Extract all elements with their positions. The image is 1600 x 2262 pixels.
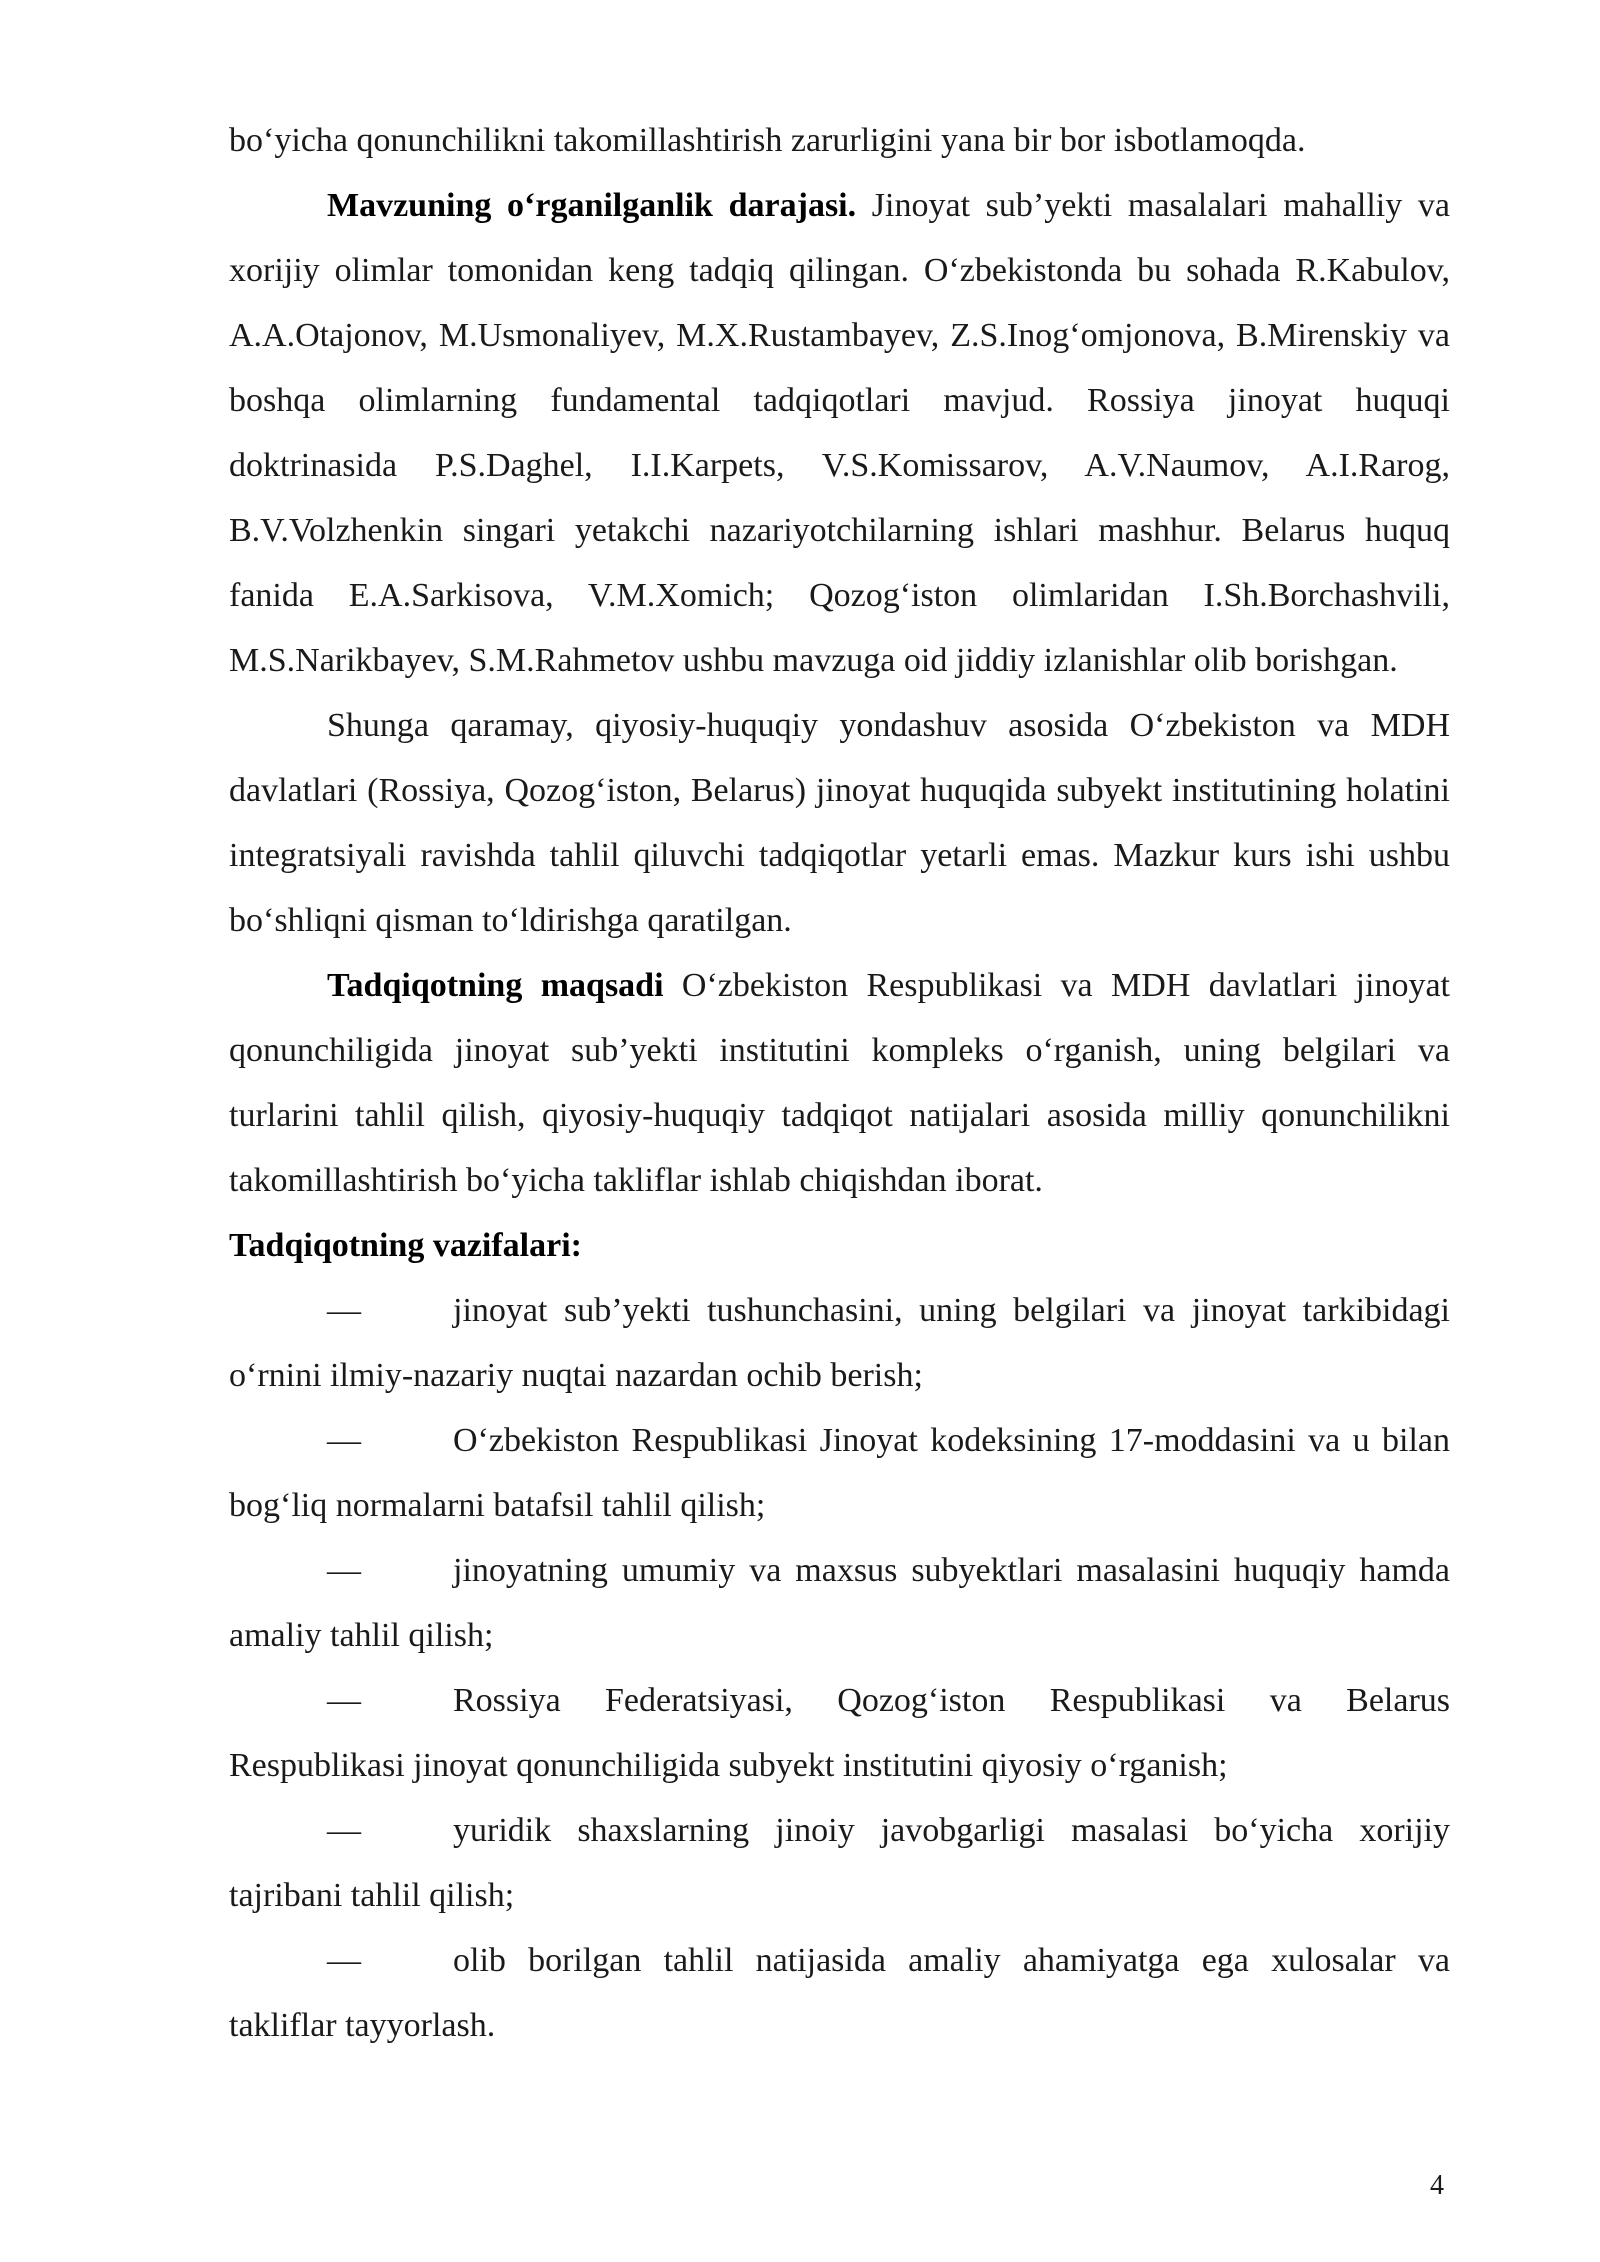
dash-bullet: — (327, 1682, 361, 1719)
page-number: 4 (1430, 2170, 1444, 2201)
study-degree-heading: Mavzuning o‘rganilganlik darajasi. (327, 187, 857, 224)
goal-heading: Tadqiqotning maqsadi (327, 967, 664, 1004)
task-item (229, 1278, 1450, 1408)
dash-bullet: — (327, 1552, 361, 1589)
document-page (229, 108, 1450, 2058)
task-text: O‘zbekiston Respublikasi Jinoyat kodeksining 17-moddasini va u bilan bog‘liq normalarni batafsil tahlil qilish; (229, 1422, 1450, 1524)
task-item (229, 1668, 1450, 1798)
dash-bullet: — (327, 1422, 361, 1459)
study-degree-paragraph (229, 173, 1450, 693)
goal-paragraph (229, 953, 1450, 1213)
dash-bullet: — (327, 1812, 361, 1849)
dash-bullet: — (327, 1292, 361, 1329)
task-text: jinoyat sub’yekti tushunchasini, uning belgilari va jinoyat tarkibidagi o‘rnini ilmiy-nazariy nuqtai nazardan ochib berish; (229, 1292, 1450, 1394)
task-text: Rossiya Federatsiyasi, Qozog‘iston Respublikasi va Belarus Respublikasi jinoyat qonunchiligida subyekt institutini qiyosiy o‘rganish; (229, 1682, 1450, 1784)
task-text: olib borilgan tahlil natijasida amaliy ahamiyatga ega xulosalar va takliflar tayyorlash. (229, 1942, 1450, 2044)
dash-bullet: — (327, 1942, 361, 1979)
task-item (229, 1538, 1450, 1668)
goal-text: O‘zbekiston Respublikasi va MDH davlatlari jinoyat qonunchiligida jinoyat sub’yekti institutini kompleks o‘rganish, uning belgilari va turlarini tahlil qilish, qiyosiy-huquqiy tadqiqot natijalari asosida milliy qonunchilikni takomillashtirish bo‘yicha takliflar ishlab chiqishdan iborat. (229, 967, 1450, 1199)
intro-line: bo‘yicha qonunchilikni takomillashtirish zarurligini yana bir bor isbotlamoqda. (229, 122, 1306, 159)
task-text: jinoyatning umumiy va maxsus subyektlari masalasini huquqiy hamda amaliy tahlil qilish; (229, 1552, 1450, 1654)
study-degree-text: Jinoyat sub’yekti masalalari mahalliy va xorijiy olimlar tomonidan keng tadqiq qilingan. O‘zbekistonda bu sohada R.Kabulov, A.A.Otajonov, M.Usmonaliyev, M.X.Rustambayev, Z.S.Inog‘omjonova, B.Mirenskiy va boshqa olimlarning fundamental tadqiqotlari mavjud. Rossiya jinoyat huquqi doktrinasida P.S.Daghel, I.I.Karpets, V.S.Komissarov, A.V.Naumov, A.I.Rarog, B.V.Volzhenkin singari yetakchi nazariyotchilarning ishlari mashhur. Belarus huquq fanida E.A.Sarkisova, V.M.Xomich; Qozog‘iston olimlaridan I.Sh.Borchashvili, M.S.Narikbayev, S.M.Rahmetov ushbu mavzuga oid jiddiy izlanishlar olib borishgan. (229, 187, 1450, 679)
task-item (229, 1928, 1450, 2058)
task-text: yuridik shaxslarning jinoiy javobgarligi masalasi bo‘yicha xorijiy tajribani tahlil qilish; (229, 1812, 1450, 1914)
task-item (229, 1798, 1450, 1928)
tasks-heading (229, 1213, 1450, 1278)
tasks-heading-text: Tadqiqotning vazifalari: (229, 1227, 582, 1264)
task-item (229, 1408, 1450, 1538)
gap-paragraph: Shunga qaramay, qiyosiy-huquqiy yondashuv asosida O‘zbekiston va MDH davlatlari (Rossiya, Qozog‘iston, Belarus) jinoyat huquqida subyekt institutining holatini integratsiyali ravishda tahlil qiluvchi tadqiqotlar yetarli emas. Mazkur kurs ishi ushbu bo‘shliqni qisman to‘ldirishga qaratilgan. (229, 707, 1450, 939)
